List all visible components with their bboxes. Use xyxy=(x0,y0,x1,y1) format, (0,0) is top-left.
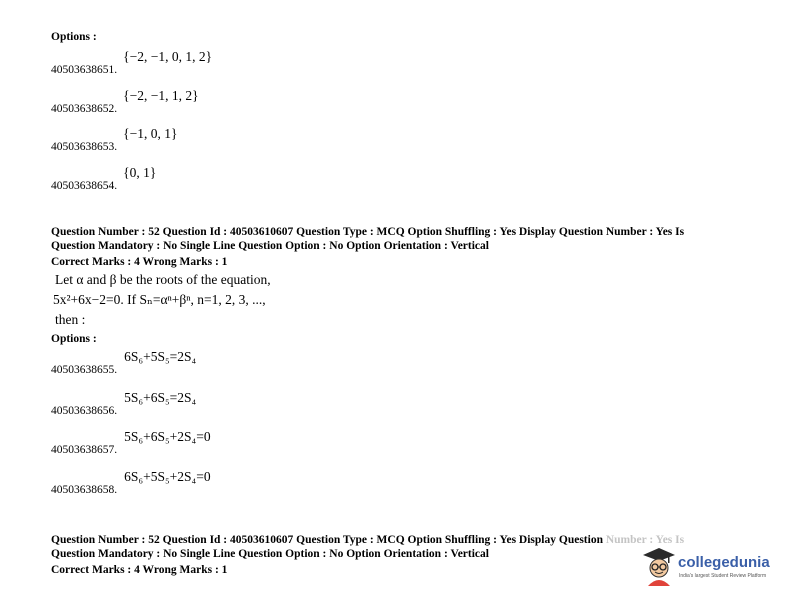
question-stem-line3: then : xyxy=(55,312,86,327)
option-row xyxy=(51,164,157,192)
option-id: 40503638655. xyxy=(51,364,118,376)
options-label: Options : xyxy=(51,333,97,345)
question-stem-line1: Let α and β be the roots of the equation, xyxy=(55,272,271,287)
option-id: 40503638657. xyxy=(51,444,118,456)
question-header-line2: Question Mandatory : No Single Line Question Option : No Option Orientation : Vertical xyxy=(51,548,489,560)
brand-tagline: India's largest Student Review Platform xyxy=(679,573,767,579)
option-text: {0, 1} xyxy=(123,165,157,180)
question-header-main: Question Number : 52 Question Id : 40503610607 Question Type : MCQ Option Shuffling : Yes Display Question xyxy=(51,534,603,546)
option-text: {−2, −1, 0, 1, 2} xyxy=(123,49,213,64)
marks-line: Correct Marks : 4 Wrong Marks : 1 xyxy=(51,564,228,576)
option-row xyxy=(51,348,197,376)
option-row xyxy=(51,87,199,115)
option-text: 6S₆+5S₅+2S₄=0 xyxy=(124,469,211,484)
option-id: 40503638653. xyxy=(51,141,118,153)
option-text: 6S₆+5S₅=2S₄ xyxy=(124,349,197,364)
options-label: Options : xyxy=(51,31,97,43)
option-id: 40503638656. xyxy=(51,405,118,417)
option-id: 40503638654. xyxy=(51,180,118,192)
option-id: 40503638652. xyxy=(51,103,118,115)
option-row xyxy=(51,48,213,76)
question-header-line2: Question Mandatory : No Single Line Question Option : No Option Orientation : Vertical xyxy=(51,240,489,252)
collegedunia-watermark xyxy=(642,546,782,588)
question-header-line1 xyxy=(51,534,684,546)
question-header-faded: Number : Yes Is xyxy=(605,534,685,546)
option-text: {−2, −1, 1, 2} xyxy=(123,88,199,103)
marks-line: Correct Marks : 4 Wrong Marks : 1 xyxy=(51,256,228,268)
brand-name: collegedunia xyxy=(678,554,770,571)
option-text: 5S₆+6S₅=2S₄ xyxy=(124,390,197,405)
option-text: {−1, 0, 1} xyxy=(123,126,178,141)
question-header-line1: Question Number : 52 Question Id : 40503610607 Question Type : MCQ Option Shuffling : Yes Display Question Number : Yes Is xyxy=(51,226,685,238)
option-row xyxy=(51,428,211,456)
option-text: 5S₆+6S₅+2S₄=0 xyxy=(124,429,211,444)
option-row xyxy=(51,389,197,417)
option-id: 40503638651. xyxy=(51,64,118,76)
option-row xyxy=(51,125,178,153)
option-row xyxy=(51,468,211,496)
student-mascot-icon xyxy=(642,546,676,586)
question-stem-line2: 5x²+6x−2=0. If Sₙ=αⁿ+βⁿ, n=1, 2, 3, ..., xyxy=(53,292,266,307)
option-id: 40503638658. xyxy=(51,484,118,496)
